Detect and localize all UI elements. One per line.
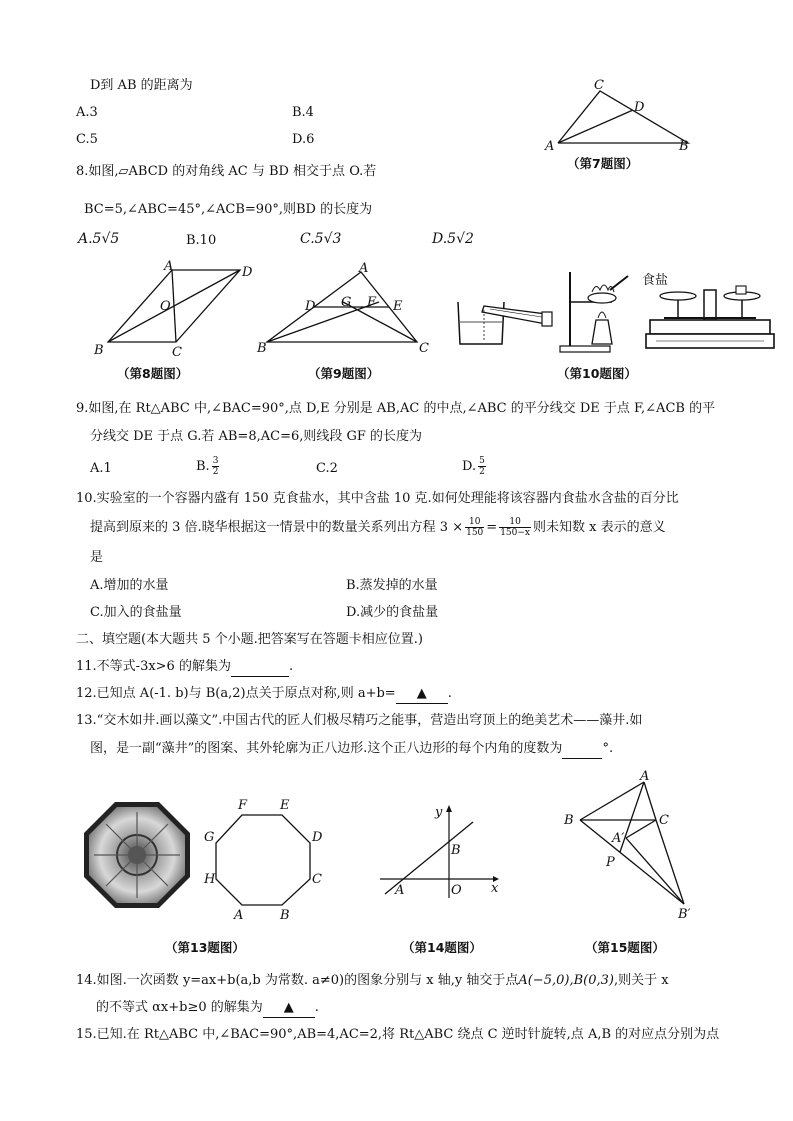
caisson-image <box>82 800 192 910</box>
q10-stem-line2: 提高到原来的 3 倍.晓华根据这一情景中的数量关系列出方程 3 × $\frac{10}{150}$ = $\frac{10}{150-x}$ 则未知数 x 表示的意义 <box>90 517 666 538</box>
octagon-label-f: F <box>238 798 248 813</box>
octagon-label-c: C <box>312 872 322 887</box>
q10-option-a: A.增加的水量 <box>90 578 169 593</box>
octagon-label-a: A <box>234 908 244 920</box>
q7-option-b: B.4 <box>292 105 314 120</box>
q14-caption: （第14题图） <box>402 940 482 955</box>
q8-stem-line1: 8.如图,▱ABCD 的对角线 AC 与 BD 相交于点 O.若 <box>76 164 377 179</box>
q9-option-c: C.2 <box>316 461 338 476</box>
q14-stem-line2: 的不等式 αx+b≥0 的解集为 ▲ . <box>96 999 319 1018</box>
q15-rotation-figure <box>560 768 700 918</box>
q7-label-a: A <box>545 139 555 154</box>
q9-label-a: A <box>359 261 369 276</box>
q14-stem-line1: 14.如图.一次函数 y=ax+b(a,b 为常数. a≠0)的图象分别与 x 轴,y 轴交于点A(−5,0),B(0,3),则关于 x <box>76 973 669 988</box>
q14-label-x: x <box>491 881 499 896</box>
q9-stem-line1: 9.如图,在 Rt△ABC 中,∠BAC=90°,点 D,E 分别是 AB,AC 的中点,∠ABC 的平分线交 DE 于点 F,∠ACB 的平 <box>76 401 716 416</box>
q15-label-c: C <box>659 813 669 828</box>
q9-stem-line2: 分线交 DE 于点 G.若 AB=8,AC=6,则线段 GF 的长度为 <box>90 429 423 444</box>
q9-caption: （第9题图） <box>308 366 380 381</box>
q8-label-a: A <box>164 259 174 274</box>
q13-stem-line2: 图，是一副“藻井”的图案、其外轮廓为正八边形.这个正八边形的每个内角的度数为 °. <box>90 740 613 759</box>
q15-label-a-prime: A′ <box>612 831 625 846</box>
q9-label-e: E <box>393 299 403 314</box>
q15-stem-line1: 15.已知.在 Rt△ABC 中,∠BAC=90°,AB=4,AC=2,将 Rt△ABC 绕点 C 逆时针旋转,点 A,B 的对应点分别为点 <box>76 1027 720 1042</box>
q8-label-o: O <box>160 299 171 314</box>
q9-option-a: A.1 <box>90 461 112 476</box>
q10-stem-line1: 10.实验室的一个容器内盛有 150 克食盐水，其中含盐 10 克.如何处理能将该容器内食盐水含盐的百分比 <box>76 491 679 506</box>
section2-heading: 二、填空题(本大题共 5 个小题.把答案写在答题卡相应位置.) <box>76 632 423 647</box>
q9-label-g: G <box>341 295 352 310</box>
q14-answer-mark: ▲ <box>263 999 315 1018</box>
q15-label-b: B <box>564 813 574 828</box>
q9-option-b: B. $\frac{3}{2}$ <box>196 456 219 477</box>
q15-caption: （第15题图） <box>585 940 665 955</box>
q7-caption: （第7题图） <box>567 156 639 171</box>
q10-option-c: C.加入的食盐量 <box>90 605 182 620</box>
q8-option-d: D.5√2 <box>432 231 474 247</box>
q9-option-d: D. $\frac{5}{2}$ <box>462 456 485 477</box>
q9-label-c: C <box>419 341 429 356</box>
q8-label-c: C <box>172 345 182 358</box>
q11-stem: 11.不等式-3x>6 的解集为 . <box>76 658 293 677</box>
q10-stem-line3: 是 <box>90 550 104 565</box>
q8-option-b: B.10 <box>186 233 217 248</box>
q14-label-a: A <box>395 883 405 898</box>
q15-label-a: A <box>640 769 650 784</box>
evaporation-setup-image <box>560 272 628 352</box>
q8-label-b: B <box>94 343 104 358</box>
q8-label-d: D <box>242 265 253 280</box>
q9-triangle-figure <box>255 258 435 358</box>
q7-stem-tail: D到 AB 的距离为 <box>90 78 193 93</box>
q14-label-y: y <box>435 805 443 820</box>
octagon-label-b: B <box>280 908 290 920</box>
q10-option-b: B.蒸发掉的水量 <box>346 578 438 593</box>
q9-label-d: D <box>305 299 316 314</box>
q7-option-d: D.6 <box>292 132 315 147</box>
q12-answer-mark: ▲ <box>396 685 448 704</box>
octagon-label-e: E <box>280 798 290 813</box>
q7-label-b: B <box>679 139 689 154</box>
octagon-label-g: G <box>204 830 215 845</box>
octagon-label-h: H <box>204 872 216 887</box>
balance-scale-image <box>646 286 774 348</box>
q8-option-c: C.5√3 <box>300 231 342 247</box>
q9-label-f: F <box>367 295 377 310</box>
q8-parallelogram-figure <box>90 258 260 358</box>
q8-option-a: A.5√5 <box>78 231 120 247</box>
q7-label-c: C <box>594 78 604 93</box>
q8-caption: （第8题图） <box>117 366 189 381</box>
q8-stem-line2: BC=5,∠ABC=45°,∠ACB=90°,则BD 的长度为 <box>84 202 373 217</box>
q14-label-o: O <box>451 883 462 898</box>
q15-label-p: P <box>606 855 615 870</box>
q12-stem: 12.已知点 A(-1. b)与 B(a,2)点关于原点对称,则 a+b= ▲ . <box>76 685 452 704</box>
q14-label-b: B <box>451 843 461 858</box>
q13-caption: （第13题图） <box>165 940 245 955</box>
q10-lab-figure <box>450 262 775 357</box>
q14-graph-figure <box>375 800 505 900</box>
q7-option-a: A.3 <box>76 105 98 120</box>
q7-option-c: C.5 <box>76 132 98 147</box>
q7-triangle-figure <box>540 75 700 155</box>
q7-label-d: D <box>634 100 645 115</box>
q10-option-d: D.减少的食盐量 <box>346 605 439 620</box>
q13-stem-line1: 13.“交木如井.画以藻文”.中国古代的匠人们极尽精巧之能事，营造出穹顶上的绝美艺术——藻井.如 <box>76 713 643 728</box>
beaker-pouring-image <box>458 302 552 344</box>
q15-label-b-prime: B′ <box>678 907 691 918</box>
q9-label-b: B <box>257 341 267 356</box>
salt-label: 食盐 <box>642 273 669 288</box>
octagon-label-d: D <box>312 830 323 845</box>
octagon-figure <box>196 795 326 920</box>
q10-caption: （第10题图） <box>557 366 637 381</box>
